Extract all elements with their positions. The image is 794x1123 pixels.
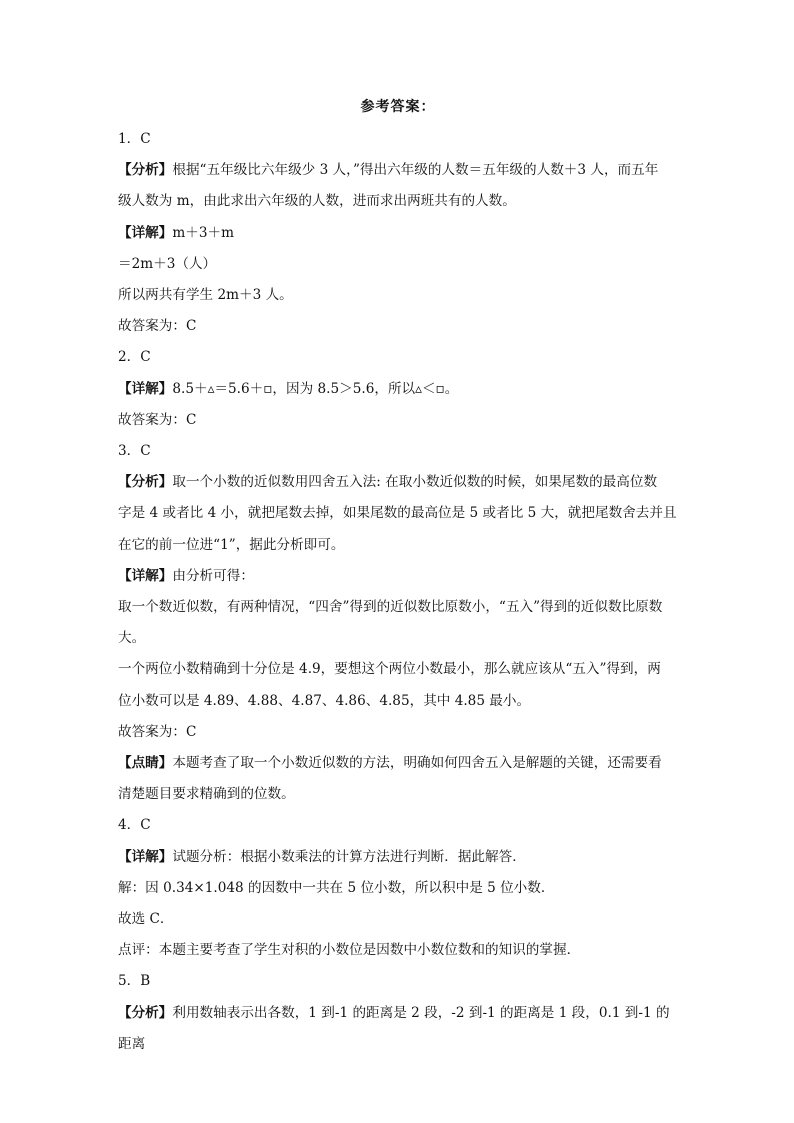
line-text: 1．C <box>118 131 151 147</box>
line-text: 故答案为：C <box>118 318 197 335</box>
section-tag: 【详解】 <box>118 567 173 584</box>
text-line <box>118 280 678 311</box>
line-text: 4．C <box>118 817 151 834</box>
text-line <box>118 530 678 561</box>
line-text: 在它的前一位进“1”，据此分析即可。 <box>118 536 345 553</box>
text-line <box>118 498 678 529</box>
text-line <box>118 810 678 841</box>
section-tag: 【详解】 <box>118 848 173 865</box>
section-tag: 【详解】 <box>118 380 173 397</box>
text-line <box>118 374 678 405</box>
line-text: 解：因 0.34×1.048 的因数中一共在 5 位小数，所以积中是 5 位小数． <box>118 879 555 896</box>
text-line <box>118 467 678 498</box>
text-line <box>118 654 678 685</box>
line-text: 清楚题目要求精确到的位数。 <box>118 786 295 803</box>
section-tag: 【分析】 <box>118 162 173 179</box>
line-text: 根据“五年级比六年级少 3 人，”得出六年级的人数＝五年级的人数＋3 人，而五年 <box>172 162 659 179</box>
section-tag: 【点睛】 <box>118 755 173 772</box>
page-title: 参考答案： <box>360 99 436 115</box>
text-line <box>118 998 678 1060</box>
answer-lines <box>118 124 678 1060</box>
line-text: 利用数轴表示出各数，1 到-1 的距离是 2 段，-2 到-1 的距离是 1 段，0.1 到-1 的距离 <box>118 1004 670 1052</box>
line-text: ＝2m＋3（人） <box>118 255 217 272</box>
line-text: 位小数可以是 4.89、4.88、4.87、4.86、4.85，其中 4.85 最小。 <box>118 692 531 709</box>
text-line <box>118 124 678 155</box>
text-line <box>118 935 678 966</box>
text-line <box>118 186 678 217</box>
line-text: 大。 <box>118 630 146 647</box>
text-line <box>118 717 678 748</box>
line-text: m＋3＋m <box>172 224 234 241</box>
section-tag: 【详解】 <box>118 224 173 241</box>
text-line <box>118 842 678 873</box>
line-text: 本题考查了取一个小数近似数的方法，明确如何四舍五入是解题的关键，还需要看 <box>172 755 662 772</box>
line-text: 级人数为 m，由此求出六年级的人数，进而求出两班共有的人数。 <box>118 193 516 210</box>
text-line <box>118 748 678 779</box>
line-text: 2．C <box>118 349 151 366</box>
line-text: 所以两共有学生 2m＋3 人。 <box>118 287 293 304</box>
text-line <box>118 342 678 373</box>
line-text: 5．B <box>118 973 151 990</box>
text-line <box>118 436 678 467</box>
text-line <box>118 686 678 717</box>
text-line <box>118 904 678 935</box>
text-line <box>118 623 678 654</box>
text-line <box>118 966 678 997</box>
text-line <box>118 592 678 623</box>
line-text: 一个两位小数精确到十分位是 4.9，要想这个两位小数最小，那么就应该从“五入”得到，两 <box>118 661 661 678</box>
line-text: 由分析可得： <box>172 567 254 584</box>
text-line <box>118 873 678 904</box>
text-line <box>118 155 678 186</box>
text-line <box>118 405 678 436</box>
line-text: 取一个数近似数，有两种情况，“四舍”得到的近似数比原数小，“五入”得到的近似数比原数 <box>118 599 663 616</box>
line-text: 取一个小数的近似数用四舍五入法: 在取小数近似数的时候，如果尾数的最高位数 <box>172 474 658 491</box>
line-text: 字是 4 或者比 4 小，就把尾数去掉，如果尾数的最高位是 5 或者比 5 大，就把尾数舍去并且 <box>118 505 677 522</box>
text-line <box>118 311 678 342</box>
section-tag: 【分析】 <box>118 474 173 491</box>
text-line <box>118 218 678 249</box>
text-line <box>118 779 678 810</box>
line-text: 故答案为：C <box>118 723 197 740</box>
section-tag: 【分析】 <box>118 1004 173 1021</box>
line-text: 故选 C． <box>118 911 174 928</box>
text-line <box>118 561 678 592</box>
line-text: 试题分析：根据小数乘法的计算方法进行判断．据此解答． <box>172 848 526 865</box>
line-text: 8.5＋▵＝5.6＋▫，因为 8.5＞5.6，所以▵＜▫。 <box>172 380 459 397</box>
line-text: 3．C <box>118 443 151 460</box>
answer-page <box>118 96 678 1060</box>
line-text: 故答案为：C <box>118 411 197 428</box>
line-text: 点评：本题主要考查了学生对积的小数位是因数中小数位数和的知识的掌握． <box>118 942 581 959</box>
text-line <box>118 249 678 280</box>
